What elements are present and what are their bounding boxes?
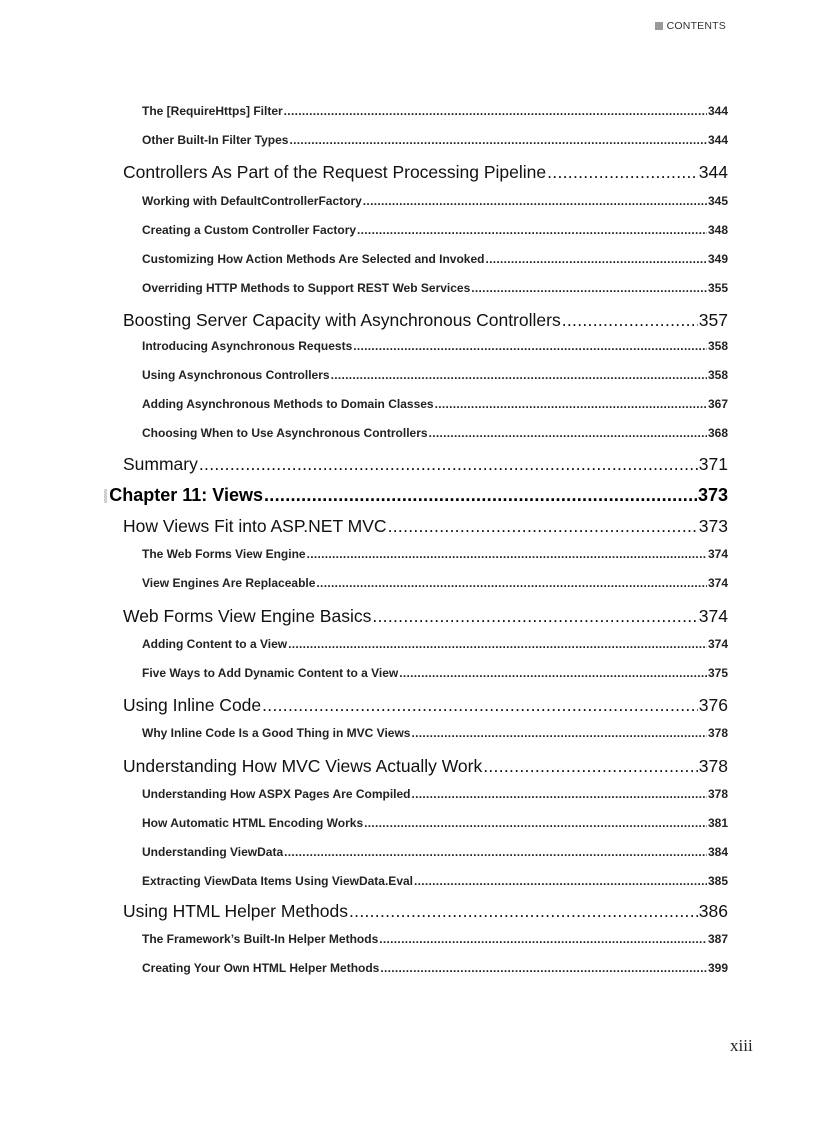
toc-subsection-entry[interactable] xyxy=(142,576,728,590)
dot-leader xyxy=(547,162,698,183)
toc-entry-title: Adding Asynchronous Methods to Domain Classes xyxy=(142,397,434,411)
toc-subsection-entry[interactable] xyxy=(142,397,728,411)
header-label: CONTENTS xyxy=(666,20,726,32)
dot-leader xyxy=(471,281,707,295)
toc-entry-page: 386 xyxy=(698,901,728,921)
toc-entry-title: Creating Your Own HTML Helper Methods xyxy=(142,961,380,975)
toc-section-entry[interactable] xyxy=(123,516,728,537)
toc-entry-page: 358 xyxy=(707,368,728,382)
toc-entry-page: 376 xyxy=(698,695,728,715)
dot-leader xyxy=(199,454,698,475)
page-number: xiii xyxy=(730,1036,753,1055)
toc-entry-page: 345 xyxy=(707,194,728,208)
toc-entry-page: 374 xyxy=(707,637,728,651)
toc-entry-page: 381 xyxy=(707,816,728,830)
toc-entry-title: Creating a Custom Controller Factory xyxy=(142,223,357,237)
dot-leader xyxy=(411,726,707,740)
toc-section-entry[interactable] xyxy=(123,162,728,183)
toc-entry-page: 371 xyxy=(698,454,728,474)
dot-leader xyxy=(289,133,707,147)
header-square-icon xyxy=(655,22,663,30)
toc-entry-page: 374 xyxy=(707,547,728,561)
toc-entry-title: Extracting ViewData Items Using ViewData.Eval xyxy=(142,874,413,888)
toc-subsection-entry[interactable] xyxy=(142,874,728,888)
toc-entry-title: View Engines Are Replaceable xyxy=(142,576,316,590)
toc-entry-page: 355 xyxy=(707,281,728,295)
toc-entry-page: 349 xyxy=(707,252,728,266)
dot-leader xyxy=(353,339,707,353)
toc-subsection-entry[interactable] xyxy=(142,252,728,266)
toc-entry-page: 344 xyxy=(707,133,728,147)
toc-entry-title: Overriding HTTP Methods to Support REST Web Services xyxy=(142,281,471,295)
toc-entry-title: Why Inline Code Is a Good Thing in MVC Views xyxy=(142,726,411,740)
chapter-marker-icon xyxy=(104,489,107,503)
toc-entry-title: Other Built-In Filter Types xyxy=(142,133,289,147)
toc-section-entry[interactable] xyxy=(123,756,728,777)
dot-leader xyxy=(399,666,707,680)
toc-entry-page: 378 xyxy=(707,726,728,740)
toc-subsection-entry[interactable] xyxy=(142,637,728,651)
toc-entry-title: Working with DefaultControllerFactory xyxy=(142,194,362,208)
toc-entry-page: 344 xyxy=(707,104,728,118)
toc-subsection-entry[interactable] xyxy=(142,194,728,208)
dot-leader xyxy=(349,901,698,922)
toc-entry-title: Web Forms View Engine Basics xyxy=(123,606,372,626)
toc-entry-page: 387 xyxy=(707,932,728,946)
dot-leader xyxy=(388,516,698,537)
dot-leader xyxy=(435,397,707,411)
toc-entry-title: Introducing Asynchronous Requests xyxy=(142,339,353,353)
toc-subsection-entry[interactable] xyxy=(142,666,728,680)
toc-entry-page: 378 xyxy=(707,787,728,801)
toc-section-entry[interactable] xyxy=(123,310,728,331)
toc-subsection-entry[interactable] xyxy=(142,726,728,740)
toc-subsection-entry[interactable] xyxy=(142,339,728,353)
toc-subsection-entry[interactable] xyxy=(142,961,728,975)
dot-leader xyxy=(562,310,698,331)
toc-entry-page: 358 xyxy=(707,339,728,353)
toc-section-entry[interactable] xyxy=(123,454,728,475)
toc-entry-title: Understanding How MVC Views Actually Work xyxy=(123,756,483,776)
toc-subsection-entry[interactable] xyxy=(142,104,728,118)
toc-entry-page: 367 xyxy=(707,397,728,411)
toc-subsection-entry[interactable] xyxy=(142,281,728,295)
toc-entry-page: 373 xyxy=(698,516,728,536)
toc-entry-title: Understanding ViewData xyxy=(142,845,284,859)
toc-entry-title: Using Asynchronous Controllers xyxy=(142,368,330,382)
toc-subsection-entry[interactable] xyxy=(142,845,728,859)
toc-entry-title: The [RequireHttps] Filter xyxy=(142,104,283,118)
toc-entry-page: 384 xyxy=(707,845,728,859)
toc-subsection-entry[interactable] xyxy=(142,547,728,561)
toc-entry-page: 385 xyxy=(707,874,728,888)
toc-chapter-entry[interactable] xyxy=(104,485,728,506)
toc-entry-title: Using HTML Helper Methods xyxy=(123,901,348,921)
toc-entry-title: Summary xyxy=(123,454,198,474)
toc-entry-page: 374 xyxy=(698,606,728,626)
toc-entry-page: 357 xyxy=(698,310,728,330)
toc-entry-page: 399 xyxy=(707,961,728,975)
dot-leader xyxy=(485,252,706,266)
toc-section-entry[interactable] xyxy=(123,606,728,627)
toc-subsection-entry[interactable] xyxy=(142,787,728,801)
toc-entry-title: The Framework’s Built-In Helper Methods xyxy=(142,932,379,946)
toc-entry-title: Choosing When to Use Asynchronous Controllers xyxy=(142,426,428,440)
toc-entry-page: 374 xyxy=(707,576,728,590)
toc-entry-page: 378 xyxy=(698,756,728,776)
toc-subsection-entry[interactable] xyxy=(142,426,728,440)
dot-leader xyxy=(429,426,707,440)
dot-leader xyxy=(288,637,707,651)
toc-entry-title: Customizing How Action Methods Are Selected and Invoked xyxy=(142,252,485,266)
toc-entry-page: 368 xyxy=(707,426,728,440)
toc-entry-title: Five Ways to Add Dynamic Content to a View xyxy=(142,666,399,680)
toc-entry-page: 348 xyxy=(707,223,728,237)
toc-entry-page: 344 xyxy=(698,162,728,182)
toc-subsection-entry[interactable] xyxy=(142,223,728,237)
toc-entry-title: Boosting Server Capacity with Asynchronous Controllers xyxy=(123,310,561,330)
toc-entry-title: Understanding How ASPX Pages Are Compiled xyxy=(142,787,411,801)
toc-entry-title: Controllers As Part of the Request Processing Pipeline xyxy=(123,162,547,182)
toc-section-entry[interactable] xyxy=(123,695,728,716)
dot-leader xyxy=(364,816,707,830)
toc-subsection-entry[interactable] xyxy=(142,932,728,946)
toc-section-entry[interactable] xyxy=(123,901,728,922)
dot-leader xyxy=(316,576,707,590)
toc-entry-page: 373 xyxy=(697,485,728,505)
dot-leader xyxy=(414,874,707,888)
toc-entry-title: Using Inline Code xyxy=(123,695,262,715)
dot-leader xyxy=(331,368,707,382)
dot-leader xyxy=(264,485,697,506)
toc-entry-title: Adding Content to a View xyxy=(142,637,288,651)
toc-entry-page: 375 xyxy=(707,666,728,680)
dot-leader xyxy=(284,845,707,859)
dot-leader xyxy=(357,223,707,237)
dot-leader xyxy=(372,606,697,627)
dot-leader xyxy=(363,194,707,208)
toc-subsection-entry[interactable] xyxy=(142,368,728,382)
running-header xyxy=(655,20,726,32)
dot-leader xyxy=(379,932,707,946)
toc-entry-title: How Automatic HTML Encoding Works xyxy=(142,816,364,830)
dot-leader xyxy=(380,961,707,975)
toc-entry-title: Chapter 11: Views xyxy=(109,485,263,505)
toc-subsection-entry[interactable] xyxy=(142,816,728,830)
toc-subsection-entry[interactable] xyxy=(142,133,728,147)
toc-entry-title: The Web Forms View Engine xyxy=(142,547,306,561)
dot-leader xyxy=(307,547,707,561)
dot-leader xyxy=(284,104,707,118)
dot-leader xyxy=(262,695,698,716)
dot-leader xyxy=(412,787,707,801)
dot-leader xyxy=(483,756,698,777)
toc-entry-title: How Views Fit into ASP.NET MVC xyxy=(123,516,387,536)
